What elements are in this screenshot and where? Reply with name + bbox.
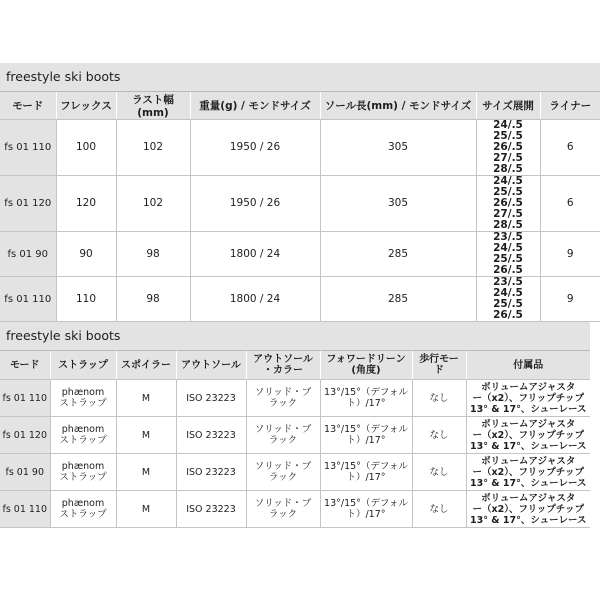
table-row [0, 491, 590, 528]
cell-outsole-color: ソリッド・ブ ラック [246, 417, 320, 454]
cell-forward-lean: 13°/15°（デフォル ト）/17° [320, 454, 412, 491]
cell-forward-lean: 13°/15°（デフォル ト）/17° [320, 417, 412, 454]
cell-outsole-color: ソリッド・ブ ラック [246, 491, 320, 528]
cell-forward-lean: 13°/15°（デフォル ト）/17° [320, 380, 412, 417]
col-flex: フレックス [56, 92, 116, 120]
cell-walk-mode: なし [412, 491, 466, 528]
table-row [0, 417, 590, 454]
col-weight: 重量(g) / モンドサイズ [190, 92, 320, 120]
cell-mode: fs 01 110 [0, 380, 50, 417]
cell-spoiler: M [116, 380, 176, 417]
cell-liner: 6 [540, 176, 600, 232]
cell-accessories: ボリュームアジャスタ ー（x2）、フリップチップ 13° & 17°、シューレース [466, 491, 590, 528]
col-mode: モード [0, 92, 56, 120]
col-walk-mode: 歩行モード [412, 351, 466, 380]
header-row [0, 92, 600, 120]
spec-table-2 [0, 322, 590, 528]
cell-flex: 120 [56, 176, 116, 232]
table-row [0, 120, 600, 176]
col-last-width: ラスト幅(mm) [116, 92, 190, 120]
col-accessories: 付属品 [466, 351, 590, 380]
cell-last-width: 98 [116, 232, 190, 277]
cell-strap: phænom ストラップ [50, 491, 116, 528]
cell-mode: fs 01 110 [0, 491, 50, 528]
col-forward-lean: フォワードリーン (角度) [320, 351, 412, 380]
col-liner: ライナー [540, 92, 600, 120]
cell-last-width: 98 [116, 277, 190, 322]
cell-sole-length: 285 [320, 277, 476, 322]
col-outsole: アウトソール [176, 351, 246, 380]
cell-spoiler: M [116, 417, 176, 454]
cell-liner: 9 [540, 277, 600, 322]
cell-last-width: 102 [116, 176, 190, 232]
cell-flex: 110 [56, 277, 116, 322]
cell-outsole: ISO 23223 [176, 491, 246, 528]
cell-spoiler: M [116, 454, 176, 491]
cell-outsole: ISO 23223 [176, 417, 246, 454]
cell-size-range: 23/.5 24/.5 25/.5 26/.5 [476, 277, 540, 322]
cell-liner: 6 [540, 120, 600, 176]
cell-walk-mode: なし [412, 417, 466, 454]
col-strap: ストラップ [50, 351, 116, 380]
header-row [0, 351, 590, 380]
cell-mode: fs 01 110 [0, 120, 56, 176]
spec-table-1 [0, 63, 600, 322]
cell-sole-length: 305 [320, 120, 476, 176]
col-spoiler: スポイラー [116, 351, 176, 380]
cell-walk-mode: なし [412, 454, 466, 491]
cell-mode: fs 01 90 [0, 232, 56, 277]
cell-size-range: 24/.5 25/.5 26/.5 27/.5 28/.5 [476, 120, 540, 176]
cell-weight: 1950 / 26 [190, 120, 320, 176]
cell-strap: phænom ストラップ [50, 454, 116, 491]
col-size-range: サイズ展開 [476, 92, 540, 120]
cell-weight: 1950 / 26 [190, 176, 320, 232]
table-row [0, 176, 600, 232]
cell-last-width: 102 [116, 120, 190, 176]
table-title: freestyle ski boots [0, 322, 590, 351]
table-row [0, 380, 590, 417]
table-row [0, 454, 590, 491]
table-row [0, 277, 600, 322]
cell-flex: 100 [56, 120, 116, 176]
cell-strap: phænom ストラップ [50, 417, 116, 454]
table-row [0, 232, 600, 277]
spec-table [0, 92, 600, 322]
cell-mode: fs 01 120 [0, 176, 56, 232]
cell-weight: 1800 / 24 [190, 232, 320, 277]
cell-forward-lean: 13°/15°（デフォル ト）/17° [320, 491, 412, 528]
cell-mode: fs 01 90 [0, 454, 50, 491]
cell-outsole: ISO 23223 [176, 380, 246, 417]
cell-outsole: ISO 23223 [176, 454, 246, 491]
cell-mode: fs 01 110 [0, 277, 56, 322]
cell-accessories: ボリュームアジャスタ ー（x2）、フリップチップ 13° & 17°、シューレース [466, 417, 590, 454]
cell-strap: phænom ストラップ [50, 380, 116, 417]
table-title: freestyle ski boots [0, 63, 600, 92]
cell-size-range: 24/.5 25/.5 26/.5 27/.5 28/.5 [476, 176, 540, 232]
col-outsole-color: アウトソール ・カラー [246, 351, 320, 380]
cell-liner: 9 [540, 232, 600, 277]
cell-outsole-color: ソリッド・ブ ラック [246, 380, 320, 417]
cell-weight: 1800 / 24 [190, 277, 320, 322]
cell-size-range: 23/.5 24/.5 25/.5 26/.5 [476, 232, 540, 277]
spec-table [0, 351, 590, 528]
cell-accessories: ボリュームアジャスタ ー（x2）、フリップチップ 13° & 17°、シューレース [466, 380, 590, 417]
cell-flex: 90 [56, 232, 116, 277]
cell-sole-length: 285 [320, 232, 476, 277]
col-mode: モード [0, 351, 50, 380]
cell-mode: fs 01 120 [0, 417, 50, 454]
col-sole-length: ソール長(mm) / モンドサイズ [320, 92, 476, 120]
cell-sole-length: 305 [320, 176, 476, 232]
cell-walk-mode: なし [412, 380, 466, 417]
cell-accessories: ボリュームアジャスタ ー（x2）、フリップチップ 13° & 17°、シューレース [466, 454, 590, 491]
cell-spoiler: M [116, 491, 176, 528]
cell-outsole-color: ソリッド・ブ ラック [246, 454, 320, 491]
